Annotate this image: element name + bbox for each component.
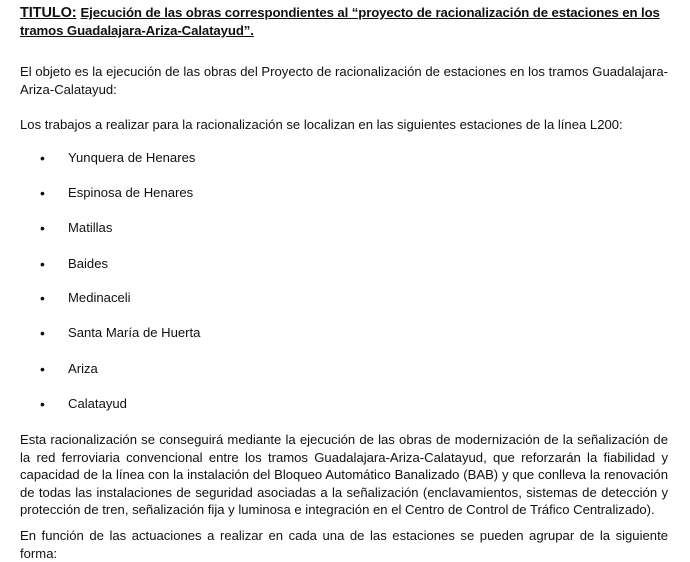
station-name: Matillas xyxy=(68,220,113,235)
title-text: Ejecución de las obras correspondientes al “proyecto de racionalización de estaciones en los tramos Guadalajara-Ariza-Calatayud”. xyxy=(20,5,660,38)
list-item xyxy=(0,219,400,237)
list-item xyxy=(0,255,400,273)
bullet-icon: • xyxy=(40,220,45,236)
bullet-icon: • xyxy=(40,396,45,412)
station-name: Santa María de Huerta xyxy=(68,325,201,340)
station-name: Espinosa de Henares xyxy=(68,185,194,200)
document-title xyxy=(20,4,684,39)
list-item xyxy=(0,184,400,202)
title-label: TITULO: xyxy=(20,5,77,21)
station-name: Yunquera de Henares xyxy=(68,150,196,165)
list-item xyxy=(0,395,400,413)
station-name: Calatayud xyxy=(68,396,127,411)
list-item xyxy=(0,149,400,167)
list-item xyxy=(0,324,400,342)
bullet-icon: • xyxy=(40,361,45,377)
station-name: Medinaceli xyxy=(68,290,131,305)
bullet-icon: • xyxy=(40,150,45,166)
list-item xyxy=(0,289,400,307)
intro-paragraph: El objeto es la ejecución de las obras del Proyecto de racionalización de estaciones en los tramos Guadalajara-Ariza-Calatayud: xyxy=(20,64,668,97)
bullet-icon: • xyxy=(40,185,45,201)
list-item xyxy=(0,360,400,378)
station-name: Ariza xyxy=(68,361,98,376)
rationalization-paragraph: Esta racionalización se conseguirá mediante la ejecución de las obras de modernización de la señalización de la red ferroviaria convencional entre los tramos Guadalajara-Ariza-Calatayud, que reforzarán la fiabilidad y capacidad de la línea con la instalación del Bloqueo Automático Banalizado (BAB) y que conlleva la renovación de todas las instalaciones de seguridad asociadas a la señalización (enclavamientos, sistemas de detección y protección de tren, señalización fija y luminosa e integración en el Centro de Control de Tráfico Centralizado). xyxy=(20,432,668,517)
bullet-icon: • xyxy=(40,256,45,272)
bullet-icon: • xyxy=(40,290,45,306)
bullet-icon: • xyxy=(40,325,45,341)
grouping-paragraph: En función de las actuaciones a realizar en cada una de las estaciones se pueden agrupar de la siguiente forma: xyxy=(20,528,668,561)
station-name: Baides xyxy=(68,256,109,271)
stations-intro-paragraph: Los trabajos a realizar para la racionalización se localizan en las siguientes estaciones de la línea L200: xyxy=(20,117,623,132)
